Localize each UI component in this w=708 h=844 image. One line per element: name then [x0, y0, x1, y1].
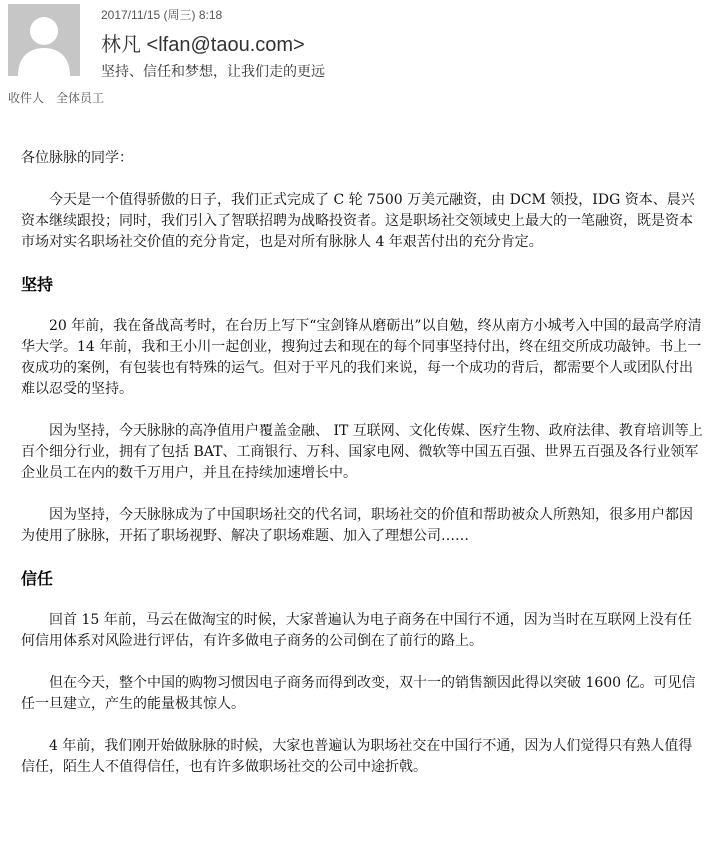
- paragraph: 但在今天，整个中国的购物习惯因电子商务而得到改变，双十一的销售额因此得以突破 1600 亿。可见信任一旦建立，产生的能量极其惊人。: [21, 675, 696, 712]
- email-subject: 坚持、信任和梦想，让我们走的更远: [101, 64, 325, 80]
- default-user-avatar-icon[interactable]: [8, 4, 80, 76]
- paragraph: 20 年前，我在备战高考时，在台历上写下“宝剑锋从磨砺出”以自勉，终从南方小城考入中国的最高学府清华大学。14 年前，我和王小川一起创业，搜狗过去和现在的每个同事坚持付出，终在纽交所成功敲钟。书上一夜成功的案例，有包装也有特殊的运气。但对于平凡的我们来说，每一个成功的背后，都需要个人或团队付出难以忍受的坚持。: [21, 318, 702, 397]
- greeting: 各位脉脉的同学：: [21, 150, 133, 166]
- section-title-trust: 信任: [21, 569, 54, 588]
- user-silhouette-icon: [8, 4, 80, 76]
- recipients-value[interactable]: 全体员工: [56, 91, 105, 105]
- section-title-persistence: 坚持: [21, 275, 54, 294]
- paragraph: 4 年前，我们刚开始做脉脉的时候，大家也普遍认为职场社交在中国行不通，因为人们觉得只有熟人值得信任，陌生人不值得信任，也有许多做职场社交的公司中途折戟。: [21, 738, 693, 775]
- paragraph: 因为坚持，今天脉脉成为了中国职场社交的代名词，职场社交的价值和帮助被众人所熟知，很多用户都因为使用了脉脉，开拓了职场视野、解决了职场难题、加入了理想公司……: [21, 507, 693, 544]
- recipients-label: 收件人: [8, 91, 45, 105]
- email-body: [21, 148, 703, 799]
- paragraph: 因为坚持，今天脉脉的高净值用户覆盖金融、 IT 互联网、文化传媒、医疗生物、政府法律、教育培训等上百个细分行业，拥有了包括 BAT、工商银行、万科、国家电网、微软等中国五百强、世界五百强及各行业领军企业员工在内的数千万用户，并且在持续加速增长中。: [21, 423, 703, 481]
- recipients-row: [8, 89, 104, 106]
- email-header: [0, 0, 708, 110]
- intro-paragraph: 今天是一个值得骄傲的日子，我们正式完成了 C 轮 7500 万美元融资，由 DCM 领投，IDG 资本、晨兴资本继续跟投；同时，我们引入了智联招聘为战略投资者。这是职场社交领域史上最大的一笔融资，既是资本市场对实名职场社交价值的充分肯定，也是对所有脉脉人 4 年艰苦付出的充分肯定。: [21, 192, 695, 250]
- sender-name-email[interactable]: 林凡 <lfan@taou.com>: [101, 34, 305, 56]
- sent-date: 2017/11/15 (周三) 8:18: [101, 8, 223, 22]
- paragraph: 回首 15 年前，马云在做淘宝的时候，大家普遍认为电子商务在中国行不通，因为当时在互联网上没有任何信用体系对风险进行评估，有许多做电子商务的公司倒在了前行的路上。: [21, 612, 692, 649]
